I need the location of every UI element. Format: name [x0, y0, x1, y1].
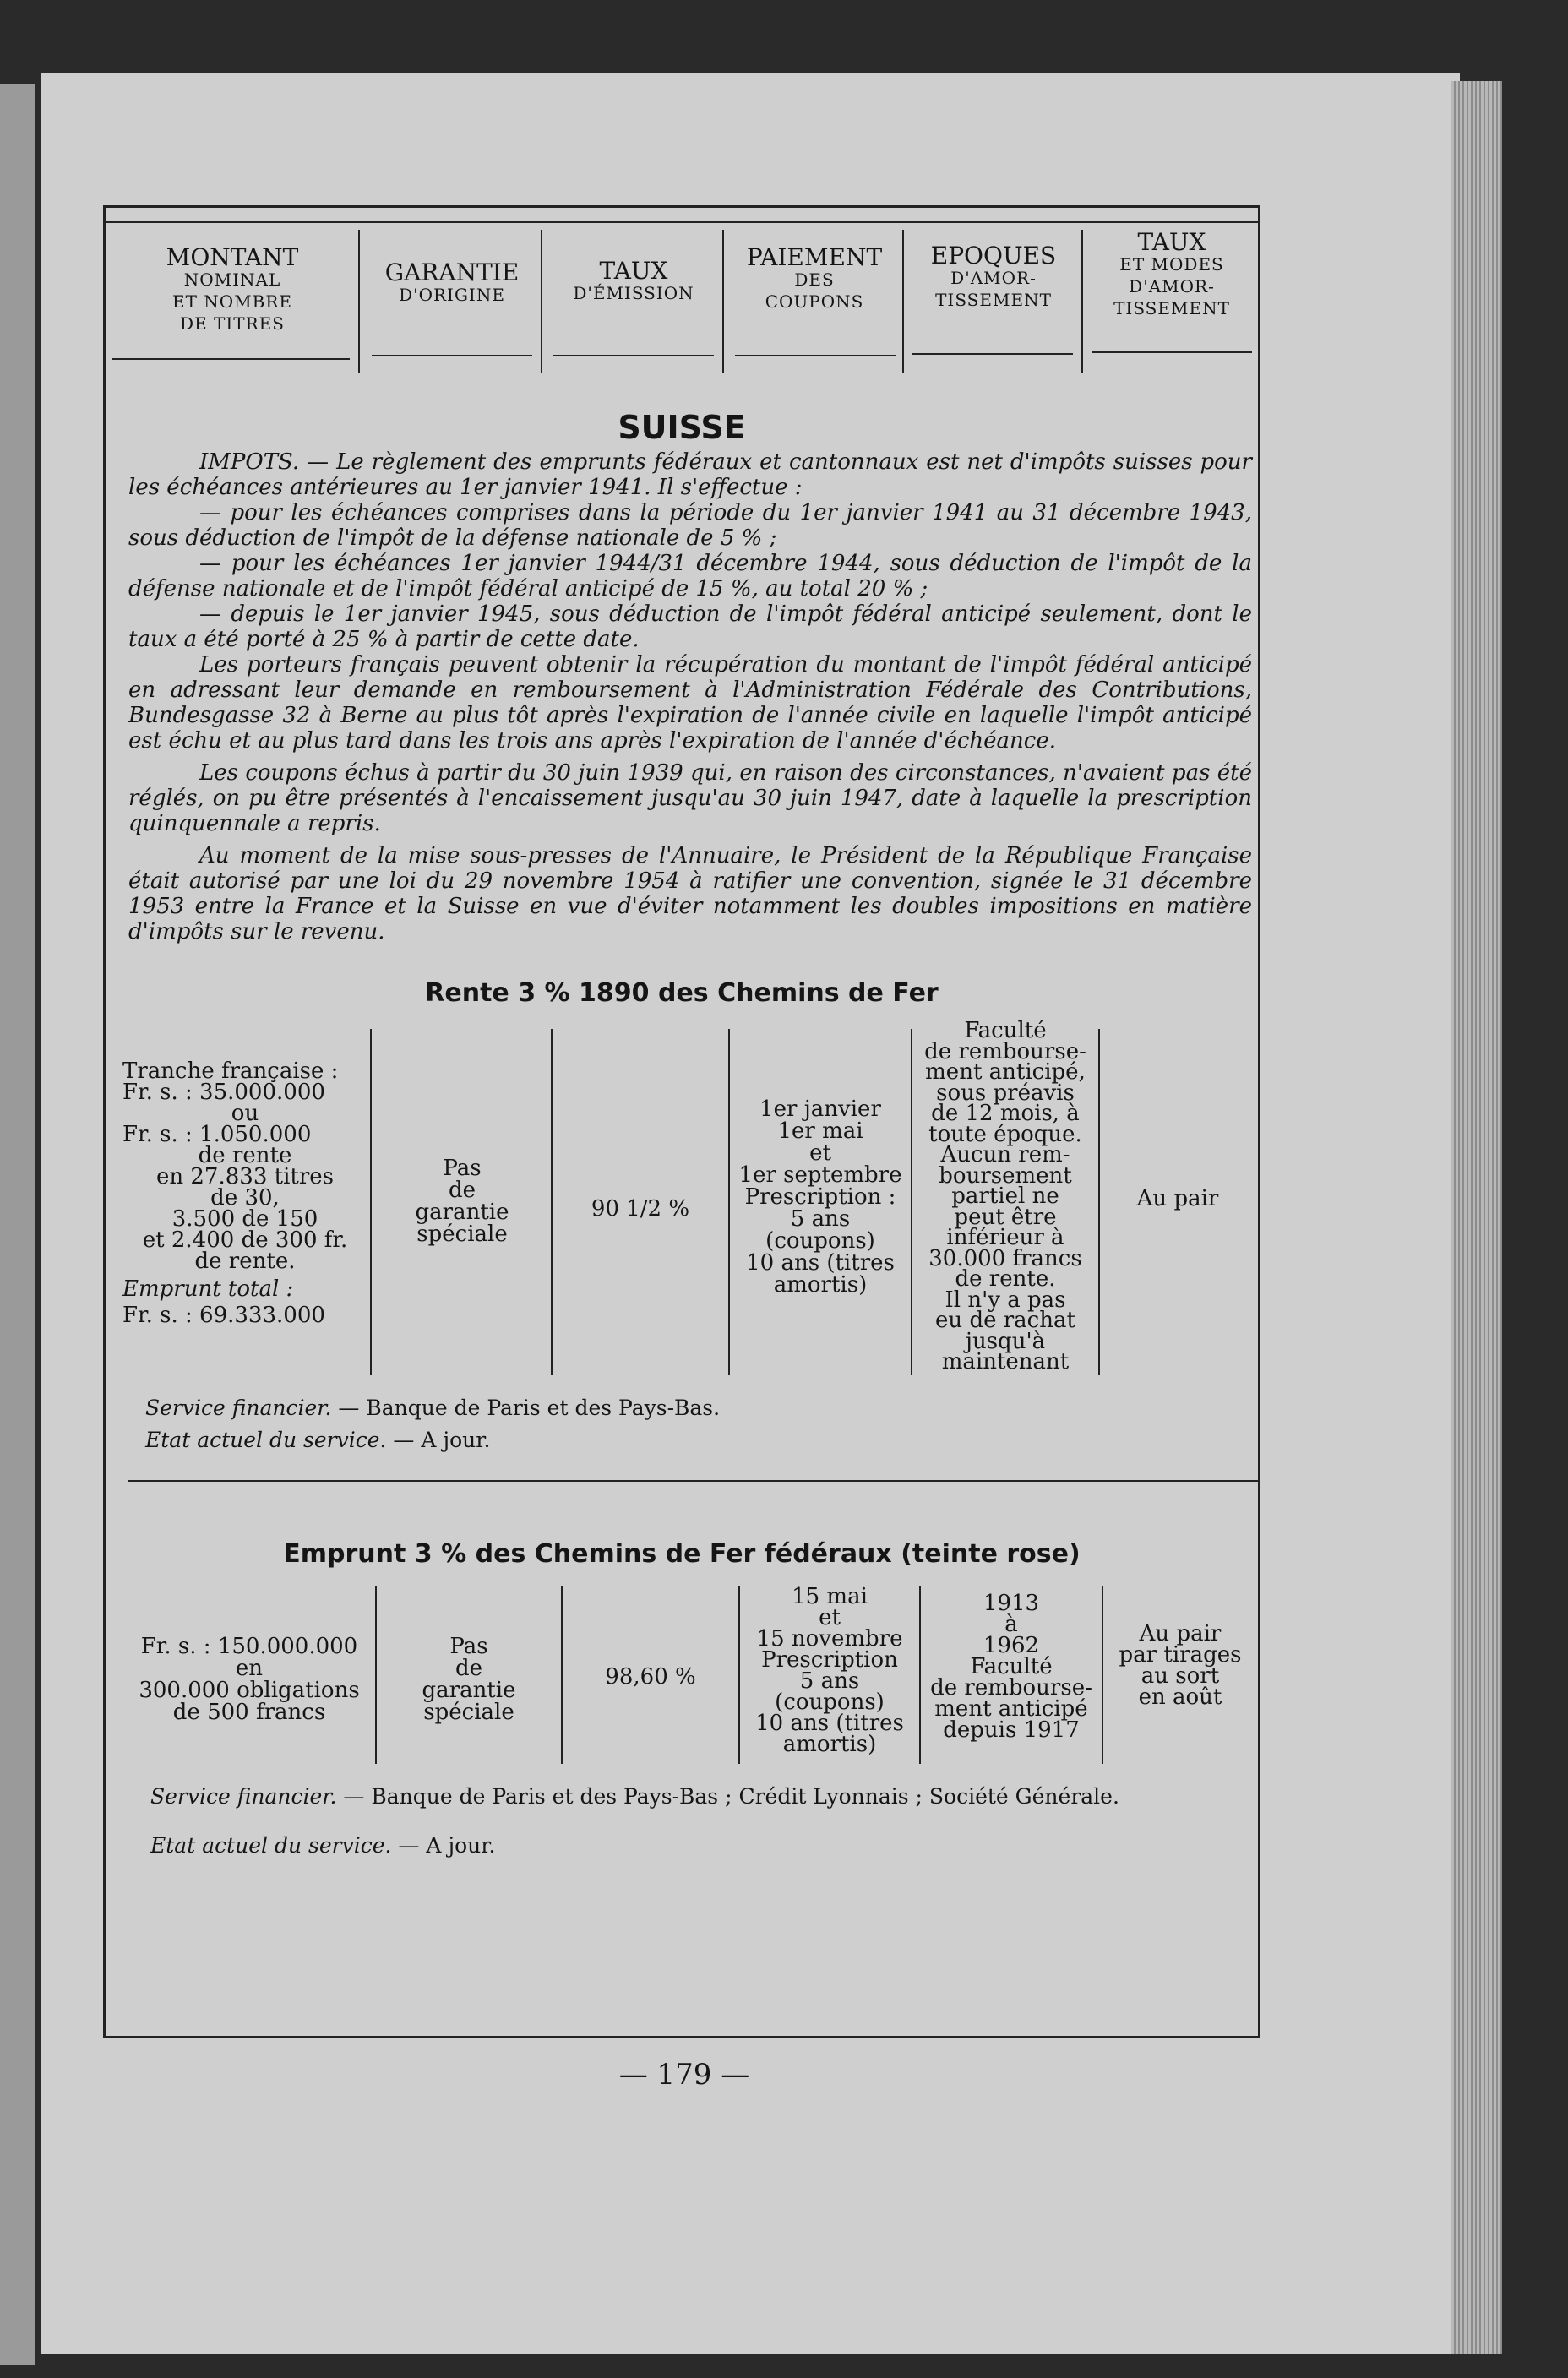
header-label: TISSEMENT: [1113, 298, 1230, 318]
loan1-divider: [728, 1029, 730, 1375]
header-label: TAUX: [599, 257, 668, 285]
etat-label: Etat actuel du service.: [145, 1428, 387, 1452]
intro-paragraph: Les coupons échus à partir du 30 juin 1939 qui, en raison des circonstances, n'avaient pas été réglés, on pu être présentés à l'encaissement jusqu'au 30 juin 1947, date à laquelle la prescription quinquennale a repris.: [128, 760, 1252, 836]
header-label: COUPONS: [765, 291, 864, 312]
cell-line: et 2.400 de 300 fr.: [142, 1227, 348, 1253]
intro-text: [128, 449, 1252, 944]
cell-line: toute époque.: [928, 1121, 1082, 1147]
cell-line: 5 ans: [799, 1668, 860, 1694]
header-cell-taux-emission: [545, 257, 722, 387]
loan1-divider: [1098, 1029, 1100, 1375]
header-label: D'ÉMISSION: [573, 283, 694, 303]
loan1-title: Rente 3 % 1890 des Chemins de Fer: [425, 978, 939, 1008]
intro-paragraph: — pour les échéances comprises dans la période du 1er janvier 1941 au 31 décembre 1943, sous déduction de l'impôt de la défense nationale de 5 % ;: [128, 500, 1252, 551]
cell-line: amortis): [773, 1272, 868, 1298]
loan1-taux: 90 1/2 %: [591, 1196, 690, 1222]
service-value: — Banque de Paris et des Pays-Bas ; Crédit Lyonnais ; Société Générale.: [336, 1784, 1119, 1809]
cell-line: eu de rachat: [935, 1308, 1075, 1333]
header-divider: [722, 230, 724, 373]
cell-line: spéciale: [416, 1222, 508, 1247]
loan2-etat: [150, 1833, 495, 1858]
service-value: — Banque de Paris et des Pays-Bas.: [331, 1396, 721, 1420]
cell-line: 15 mai: [792, 1584, 868, 1609]
header-label: TAUX: [1137, 228, 1206, 256]
header-label: GARANTIE: [384, 258, 520, 286]
loan2-divider: [1102, 1586, 1103, 1764]
cell-line: à: [1004, 1612, 1018, 1637]
cell-line: Fr. s. : 150.000.000: [140, 1634, 358, 1659]
cell-line: de rente.: [194, 1249, 296, 1274]
loan2-modes: [1105, 1621, 1255, 1710]
loan2-service: [150, 1784, 1119, 1809]
loan1-montant: [122, 1058, 368, 1328]
cell-line: de 500 francs: [172, 1700, 326, 1725]
intro-paragraph: — depuis le 1er janvier 1945, sous déduction de l'impôt fédéral anticipé seulement, dont le taux a été porté à 25 % à partir de cette date.: [128, 601, 1252, 652]
header-divider: [1081, 230, 1083, 373]
section-title: SUISSE: [618, 409, 746, 446]
cell-line: depuis 1917: [943, 1717, 1080, 1743]
cell-line: 1962: [983, 1633, 1040, 1658]
intro-heading: IMPOTS.: [199, 449, 300, 475]
loan2-montant: [127, 1635, 372, 1723]
header-label: NOMINAL: [183, 269, 281, 290]
loan2-title: Emprunt 3 % des Chemins de Fer fédéraux (teinte rose): [283, 1539, 1081, 1569]
cell-line: 10 ans (titres: [746, 1250, 895, 1276]
cell-line: Faculté: [964, 1018, 1047, 1043]
header-label: TISSEMENT: [935, 290, 1052, 310]
header-cell-taux-modes: [1085, 228, 1259, 358]
cell-line: maintenant: [941, 1349, 1070, 1374]
intro-paragraph: — Le règlement des emprunts fédéraux et cantonnaux est net d'impôts suisses pour les échéances antérieures au 1er janvier 1941. Il s'effectue :: [128, 449, 1252, 500]
cell-line: spéciale: [423, 1700, 514, 1725]
cell-line: garantie: [415, 1200, 509, 1225]
header-label: PAIEMENT: [746, 243, 883, 271]
cell-line: par tirages: [1119, 1642, 1242, 1668]
cell-line: au sort: [1141, 1663, 1220, 1689]
loan1-service: [145, 1396, 720, 1420]
cell-line: de rembourse-: [924, 1038, 1086, 1064]
cell-line: et: [819, 1605, 841, 1630]
header-divider: [358, 230, 360, 373]
header-label: EPOQUES: [930, 242, 1057, 269]
cell-line: 300.000 obligations: [139, 1678, 360, 1703]
cell-line: 5 ans: [790, 1206, 851, 1232]
intro-paragraph: — pour les échéances 1er janvier 1944/31 décembre 1944, sous déduction de l'impôt de la défense nationale et de l'impôt fédéral anticipé de 15 %, au total 20 % ;: [128, 551, 1252, 601]
header-label: D'AMOR-: [950, 268, 1037, 288]
cell-line: 3.500 de 150: [172, 1206, 318, 1232]
loan1-garantie: [375, 1157, 549, 1245]
cell-line: ou: [231, 1101, 259, 1126]
cell-line: Prescription: [761, 1647, 898, 1673]
cell-line: en 27.833 titres: [155, 1164, 334, 1189]
cell-line: de: [455, 1656, 483, 1681]
cell-line: Faculté: [970, 1654, 1053, 1679]
header-cell-epoques: [906, 242, 1081, 372]
intro-paragraph: Au moment de la mise sous-presses de l'Annuaire, le Président de la République Française était autorisé par une loi du 29 novembre 1954 à ratifier une convention, signée le 31 décembre 1953 entre la France et la Suisse en vue d'éviter notamment les doubles impositions en matière d'impôts sur le revenu.: [128, 843, 1252, 944]
cell-line: de rente: [198, 1143, 292, 1168]
cell-line: en août: [1138, 1684, 1222, 1710]
cell-line: 1er septembre: [738, 1162, 902, 1188]
cell-line: de rente.: [955, 1266, 1056, 1292]
cell-line: jusqu'à: [965, 1328, 1046, 1354]
cell-line: de rembourse-: [930, 1675, 1092, 1701]
loan2-divider: [375, 1586, 377, 1764]
section-rule: [128, 1480, 1260, 1482]
header-label: D'ORIGINE: [399, 285, 505, 305]
service-label: Service financier.: [145, 1396, 332, 1420]
cell-line: Pas: [449, 1634, 488, 1659]
cell-line: garantie: [422, 1678, 516, 1703]
etat-value: — A jour.: [386, 1428, 491, 1452]
cell-line: 15 novembre: [756, 1626, 903, 1652]
loan2-divider: [561, 1586, 563, 1764]
loan2-garantie: [380, 1635, 558, 1723]
book-gutter: [0, 84, 35, 2365]
intro-paragraph: Les porteurs français peuvent obtenir la récupération du montant de l'impôt fédéral anticipé en adressant leur demande en remboursement à l'Administration Fédérale des Contributions, Bundesgasse 32 à Berne au plus tôt après l'expiration de l'année civile en laquelle l'impôt anticipé est échu et au plus tard dans les trois ans après l'expiration de l'année d'échéance.: [128, 652, 1252, 754]
loan1-modes: Au pair: [1136, 1186, 1219, 1211]
header-cell-montant: [114, 243, 351, 373]
loan1-etat: [145, 1428, 490, 1452]
cell-line: de: [448, 1178, 476, 1203]
loan2-taux: 98,60 %: [605, 1664, 696, 1690]
page-number: — 179 —: [618, 2058, 750, 2092]
header-divider: [902, 230, 904, 373]
cell-line: 1er janvier: [760, 1096, 881, 1122]
cell-line: partiel ne: [951, 1184, 1059, 1209]
cell-line: sous préavis: [936, 1080, 1075, 1106]
header-label: DE TITRES: [180, 313, 285, 334]
header-divider: [541, 230, 542, 373]
cell-line: en: [235, 1656, 264, 1681]
cell-line: inférieur à: [946, 1225, 1064, 1250]
service-label: Service financier.: [150, 1784, 337, 1809]
loan1-paiement: [732, 1098, 909, 1296]
cell-line: ment anticipé,: [925, 1059, 1086, 1085]
header-label: MONTANT: [166, 243, 299, 271]
loan2-divider: [738, 1586, 740, 1764]
cell-line: 1913: [983, 1591, 1040, 1616]
header-label: ET NOMBRE: [172, 291, 293, 312]
header-label: ET MODES: [1119, 254, 1224, 275]
cell-line: Aucun rem-: [940, 1142, 1070, 1167]
etat-label: Etat actuel du service.: [150, 1833, 392, 1858]
cell-line: de 30,: [210, 1185, 280, 1211]
cell-line: (coupons): [775, 1690, 885, 1715]
cell-line: Tranche française :: [122, 1058, 339, 1084]
cell-line: Fr. s. : 69.333.000: [122, 1303, 325, 1328]
cell-line: 1er mai: [777, 1118, 863, 1144]
cell-line: de 12 mois, à: [931, 1101, 1080, 1126]
cell-line: peut être: [954, 1204, 1057, 1230]
cell-line: Fr. s. : 35.000.000: [122, 1080, 325, 1105]
cell-line: Pas: [443, 1156, 482, 1181]
cell-line: ment anticipé: [934, 1696, 1088, 1722]
loan2-divider: [919, 1586, 921, 1764]
page-edges: [1451, 81, 1502, 2354]
cell-line: Prescription :: [744, 1184, 896, 1210]
cell-line: Emprunt total :: [122, 1276, 294, 1302]
cell-line: (coupons): [765, 1228, 875, 1254]
etat-value: — A jour.: [391, 1833, 496, 1858]
cell-line: 10 ans (titres: [755, 1711, 904, 1736]
cell-line: Au pair: [1139, 1621, 1222, 1646]
header-label: D'AMOR-: [1129, 276, 1215, 297]
cell-line: amortis): [782, 1732, 877, 1757]
loan1-divider: [370, 1029, 372, 1375]
header-label: DES: [794, 269, 835, 290]
loan1-divider: [911, 1029, 912, 1375]
loan2-epoques: [923, 1593, 1100, 1741]
cell-line: Fr. s. : 1.050.000: [122, 1122, 312, 1147]
cell-line: et: [809, 1140, 831, 1166]
loan1-divider: [551, 1029, 553, 1375]
header-top-rule: [103, 221, 1260, 223]
cell-line: 30.000 francs: [928, 1245, 1082, 1271]
header-cell-garantie: [363, 258, 541, 389]
cell-line: boursement: [939, 1162, 1072, 1189]
loan2-paiement: [742, 1586, 917, 1755]
header-cell-paiement: [727, 243, 902, 373]
loan1-epoques: [914, 1020, 1097, 1373]
cell-line: Il n'y a pas: [945, 1287, 1066, 1313]
